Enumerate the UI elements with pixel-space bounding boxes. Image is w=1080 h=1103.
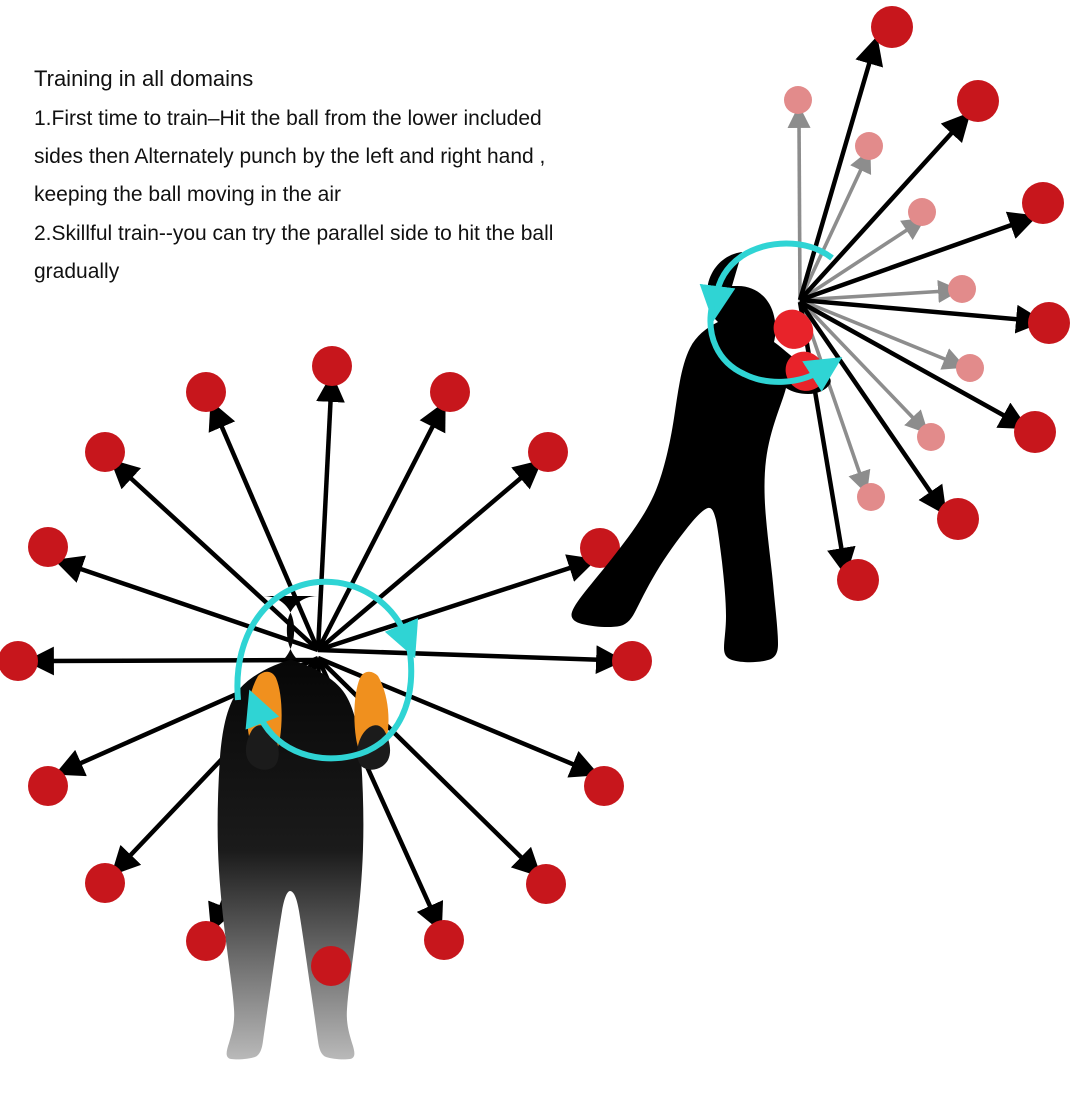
instructions-block	[34, 68, 674, 291]
ball	[85, 863, 125, 903]
ball	[855, 132, 883, 160]
ball	[311, 946, 351, 986]
instruction-line-3: keeping the ball moving in the air	[34, 183, 342, 207]
side-boxer-black-arrows	[800, 54, 1026, 558]
instruction-line-2: sides then Alternately punch by the left and right hand ,	[34, 145, 546, 169]
ball	[1028, 302, 1070, 344]
side-boxer-red-balls	[837, 6, 1070, 601]
ball	[957, 80, 999, 122]
instructions-title: Training in all domains	[34, 66, 254, 91]
ball	[526, 864, 566, 904]
ball	[871, 6, 913, 48]
ball	[612, 641, 652, 681]
ball	[948, 275, 976, 303]
ball	[85, 432, 125, 472]
front-boxer-silhouette	[218, 596, 390, 1059]
ball	[424, 920, 464, 960]
instruction-line-1: 1.First time to train–Hit the ball from the lower included	[34, 107, 542, 130]
ball	[956, 354, 984, 382]
ball	[857, 483, 885, 511]
ball	[312, 346, 352, 386]
side-boxer-silhouette	[571, 252, 830, 662]
ball	[186, 921, 226, 961]
ball	[584, 766, 624, 806]
ball	[186, 372, 226, 412]
ball	[430, 372, 470, 412]
ball	[784, 86, 812, 114]
ball	[908, 198, 936, 226]
ball	[1014, 411, 1056, 453]
ball	[28, 527, 68, 567]
instruction-line-4: 2.Skillful train--you can try the parallel side to hit the ball	[34, 221, 554, 245]
ball	[1022, 182, 1064, 224]
instruction-line-5: gradually	[34, 259, 120, 283]
front-boxer-group	[0, 346, 652, 1059]
ball	[837, 559, 879, 601]
ball	[917, 423, 945, 451]
ball	[528, 432, 568, 472]
ball	[937, 498, 979, 540]
ball	[28, 766, 68, 806]
ball	[0, 641, 38, 681]
